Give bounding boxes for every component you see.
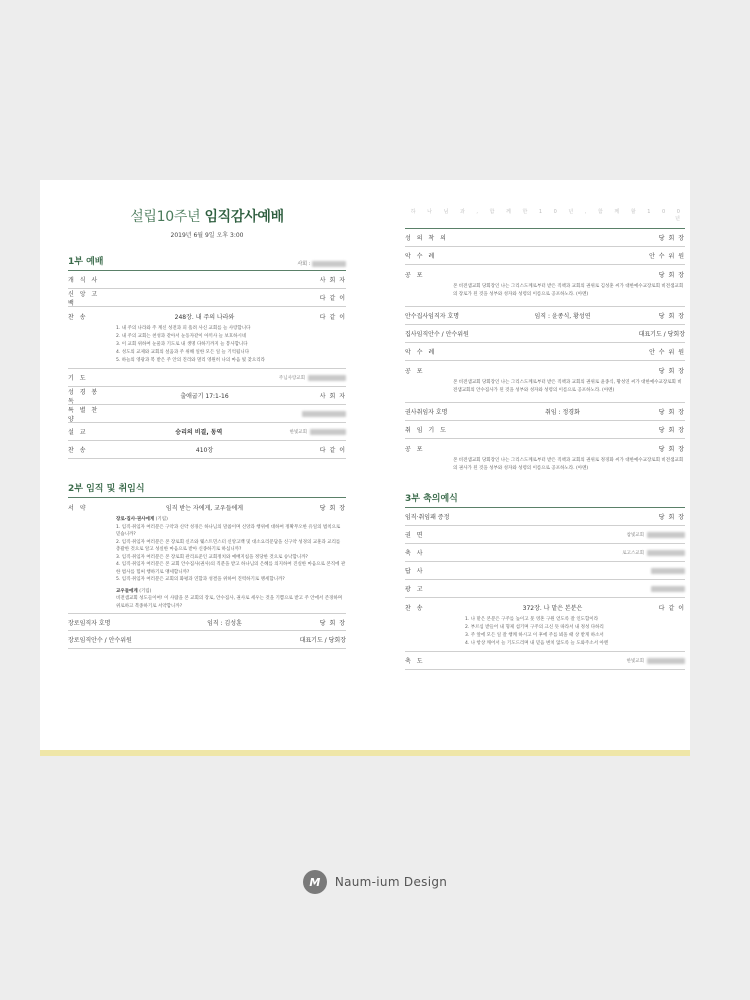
- row-mid: 임직 : 윤종식, 황성연: [534, 313, 591, 320]
- leader-label: 사회 :: [297, 261, 311, 267]
- row-right: 다 같 이: [319, 447, 346, 454]
- row-label: 장로임직안수 / 안수위원: [68, 637, 132, 644]
- row-label: 악 수 례: [405, 253, 437, 260]
- vow-block: [68, 516, 346, 613]
- row-mid: 출애굽기 17:1-16: [180, 393, 229, 400]
- row-label: 성 경 봉 독: [68, 388, 100, 405]
- vow-note: (기립): [155, 517, 168, 522]
- title-prefix: 설립10주년: [130, 209, 205, 225]
- order-row: [405, 526, 685, 544]
- order-row: [68, 613, 346, 631]
- blurred-name: [651, 586, 685, 592]
- order-row: [405, 229, 685, 247]
- row-sub: 로고스교회: [622, 550, 644, 556]
- order-row: [405, 403, 685, 421]
- row-label: 악 수 례: [405, 349, 437, 356]
- order-row: [68, 307, 346, 325]
- row-label: 찬 송: [68, 313, 88, 321]
- vow-item: 2. 임직·취임자 여러분은 본 장로회 신조와 웨스트민스터 신앙고백 및 대소요리문답을 신구약 성경의 교훈과 교리를 총괄한 것으로 알고 성실한 마음으로 받아 신종하기로 하십니까?: [116, 539, 341, 552]
- part2-title: 2부 임직 및 취임식: [68, 484, 145, 494]
- left-page: [68, 180, 346, 750]
- title-main: 임직감사예배: [204, 209, 284, 225]
- lyric-line: 5. 하늘의 영광과 복 받은 주 안의 진리와 멀리 영원히 나의 마음 빛 찾으리라: [116, 358, 265, 363]
- row-label: 답 사: [405, 568, 425, 575]
- service-date: 2019년 6월 9일 오후 3:00: [170, 232, 244, 239]
- hymn-lyrics: [68, 325, 346, 369]
- row-label: 공 포: [405, 445, 425, 453]
- order-row: [405, 508, 685, 526]
- order-row: [405, 652, 685, 670]
- row-right: 당 회 장: [658, 367, 685, 375]
- row-label: 찬 송: [68, 447, 88, 454]
- order-row: [405, 265, 685, 283]
- brand-logo-icon: M: [303, 870, 327, 894]
- row-mid: 임직 받는 자에게, 교우들에게: [165, 504, 244, 512]
- order-row: [68, 271, 346, 289]
- row-label: 찬 송: [405, 604, 425, 612]
- order-row: [405, 247, 685, 265]
- row-right: 사 회 자: [319, 393, 346, 400]
- row-label: 장로임직자 호명: [68, 619, 111, 627]
- row-mid: 372장. 나 맡은 본분은: [522, 604, 583, 612]
- row-right: 대표기도 / 당회장: [638, 331, 685, 338]
- order-row: [405, 325, 685, 343]
- part3-title: 3부 축의예식: [405, 494, 458, 504]
- proclamation-text: 본 비전샘교회 당회장인 나는 그리스도께로부터 받은 직책과 교회의 권위로 윤종식, 황성연 씨가 대한예수교장로회 비전샘교회의 안수집사가 된 것을 성부와 성자와 성령의 이름으로 공포하노라. (아멘): [405, 379, 685, 403]
- row-label: 권사취임자 호명: [405, 409, 448, 416]
- row-mid: 410장: [195, 447, 214, 454]
- page-edge: [40, 750, 690, 756]
- page-title: [68, 206, 346, 226]
- row-right: 다 같 이: [319, 313, 346, 321]
- part1-header: [68, 254, 346, 271]
- order-row: [405, 580, 685, 598]
- row-right: 대표기도 / 당회장: [299, 637, 346, 644]
- brand-name: Naum-ium Design: [334, 875, 448, 889]
- order-row: [405, 361, 685, 379]
- row-right: 당 회 장: [319, 504, 346, 512]
- row-mid: 취임 : 정경화: [545, 409, 580, 416]
- lyric-line: 2. 내 주의 교회는 천성과 같아서 눈동자같이 아끼사 늘 보호하시네: [116, 334, 247, 339]
- row-right: 안 수 위 원: [649, 349, 685, 356]
- row-right: 당 회 장: [658, 271, 685, 279]
- order-row: [405, 343, 685, 361]
- row-sub: 주님사랑교회: [278, 375, 305, 381]
- lyric-line: 4. 나 항상 깨어서 늘 기도드리며 내 믿음 변치 않도록 늘 도와주소서 아멘: [465, 641, 609, 646]
- vow-item: 3. 임직·취임자 여러분은 본 장로회 관리표준인 교회정치와 예배지침을 정당한 것으로 승낙합니까?: [116, 554, 308, 560]
- part1-leader: [297, 260, 346, 267]
- row-right: 당 회 장: [658, 445, 685, 453]
- page-header-slogan: 하 나 님 과 , 함 께 한 1 0 년 , 함 께 할 1 0 0 년: [405, 208, 685, 229]
- row-mid: 승리의 비결, 동역: [175, 429, 223, 436]
- part1-title: 1부 예배: [68, 257, 104, 267]
- row-label: 기 도: [68, 375, 88, 382]
- row-label: 개 식 사: [68, 277, 100, 284]
- vow-item: 5. 임직·취임자 여러분은 교회의 화평과 연합과 성결을 위하여 진력하기로 맹세합니까?: [116, 577, 285, 582]
- row-label: 축 도: [405, 658, 425, 665]
- lyric-line: 4. 성도의 교제와 교회의 설움과 주 위해 일한 모든 일 늘 기억됩니다: [116, 350, 250, 355]
- row-sub: 한빛교회: [626, 658, 644, 664]
- row-label: 신 앙 고 백: [68, 290, 100, 307]
- proclamation-text: 본 비전샘교회 당회장인 나는 그리스도께로부터 받은 직책과 교회의 권위로 정경화 씨가 대한예수교장로회 비전샘교회의 권사가 된 것을 성부와 성자와 성령의 이름으로 공포하노라. (아멘): [453, 458, 684, 471]
- row-mid: 248장. 내 주의 나라와: [174, 313, 235, 321]
- part2-header: [68, 481, 346, 498]
- vow-item: 1. 임직·취임자 여러분은 구약과 신약 성경은 하나님의 말씀이며 신앙과 행위에 대하여 정확무오한 유일의 법칙으로 믿습니까?: [116, 524, 341, 537]
- row-sub: 참빛교회: [626, 532, 644, 538]
- row-right: 다 같 이: [658, 604, 685, 612]
- row-mid: 임직 : 김성훈: [207, 619, 242, 627]
- lyric-line: 1. 나 맡은 본분은 구주를 높이고 뭇 영혼 구원 얻도록 잘 인도함이라: [465, 617, 599, 622]
- lyric-line: 2. 부르심 받들어 내 형제 섬기며 구주의 크신 뜻 따라서 내 정성 다하리: [465, 625, 604, 630]
- lyric-line: 3. 이 교회 위하여 눈물과 기도로 내 생명 다하기까지 늘 봉사합니다: [116, 342, 248, 347]
- row-right: 당 회 장: [658, 514, 685, 521]
- blurred-name: [310, 429, 346, 435]
- order-row: [68, 369, 346, 387]
- row-label: 취 임 기 도: [405, 427, 448, 434]
- order-row: [68, 405, 346, 423]
- order-row: [405, 439, 685, 457]
- lyric-line: 3. 주 앞에 모든 일 잘 행케 하시고 이 후에 주를 뵈올 때 상 받게 하소서: [465, 633, 604, 638]
- row-right: 다 같 이: [319, 295, 346, 302]
- row-label: 안수집사임직자 호명: [405, 313, 460, 320]
- row-right: 당 회 장: [658, 409, 685, 416]
- hymn-lyrics: [405, 616, 685, 652]
- blurred-name: [647, 532, 685, 538]
- row-label: 광 고: [405, 586, 425, 593]
- row-label: 공 포: [405, 271, 425, 279]
- proclamation-text: 본 비전샘교회 당회장인 나는 그리스도께로부터 받은 직책과 교회의 권위로 김성훈 씨가 대한예수교장로회 비전샘교회의 장로가 된 것을 성부와 성자와 성령의 이름으로 공포하노라. (아멘): [405, 283, 685, 307]
- order-row: [405, 562, 685, 580]
- part3-header: [405, 491, 685, 508]
- row-label: 권 면: [405, 532, 425, 539]
- blurred-name: [647, 658, 685, 664]
- row-label: 집사임직안수 / 안수위원: [405, 331, 469, 338]
- bulletin-spread: [40, 180, 690, 750]
- blurred-name: [312, 261, 346, 267]
- row-label: 공 포: [405, 367, 425, 375]
- blurred-name: [647, 550, 685, 556]
- order-row: [68, 441, 346, 459]
- vow-heading: 교우들에게: [116, 588, 138, 594]
- row-label: 설 교: [68, 429, 88, 436]
- order-row: [68, 498, 346, 516]
- row-right: 당 회 장: [319, 619, 346, 627]
- blurred-name: [308, 375, 346, 381]
- order-row: [68, 289, 346, 307]
- right-page: [405, 180, 685, 750]
- order-row: [68, 387, 346, 405]
- row-label: 축 사: [405, 550, 425, 557]
- order-row: [68, 423, 346, 441]
- row-label: 서 약: [68, 504, 88, 512]
- row-right: 당 회 장: [658, 313, 685, 320]
- order-row: [68, 631, 346, 649]
- blurred-name: [302, 411, 346, 417]
- row-right: 안 수 위 원: [649, 253, 685, 260]
- vow-note: (기립): [139, 588, 152, 594]
- row-label: 성 의 착 의: [405, 235, 448, 242]
- order-row: [405, 307, 685, 325]
- row-right: 당 회 장: [658, 427, 685, 434]
- row-right: 사 회 자: [319, 277, 346, 284]
- row-label: 특 별 찬 양: [68, 406, 100, 423]
- order-row: [405, 544, 685, 562]
- order-row: [405, 421, 685, 439]
- order-row: [405, 598, 685, 616]
- brand-footer: [0, 870, 750, 894]
- vow-heading: 장로·집사·권사에게: [116, 517, 155, 522]
- row-right: 당 회 장: [658, 235, 685, 242]
- vow-item: 4. 임직·취임자 여러분은 본 교회 안수집사(권사)의 직분을 받고 하나님의 은혜를 의지하여 진실한 마음으로 본직에 관한 범사를 힘써 행하기로 맹세합니까?: [116, 562, 346, 575]
- lyric-line: 1. 내 주의 나라와 주 계신 성전과 피 흘려 사신 교회를 늘 사랑합니다: [116, 326, 251, 331]
- row-sub: 한빛교회: [289, 429, 307, 435]
- vow-item: 비전샘교회 성도들이여! 이 사람을 본 교회의 장로, 안수집사, 권사로 세우는 것을 기쁨으로 받고 주 안에서 존경하며 위로하고 복종하기로 서약합니까?: [116, 596, 343, 609]
- blurred-name: [651, 568, 685, 574]
- row-label: 임직·취임패 증정: [405, 514, 450, 521]
